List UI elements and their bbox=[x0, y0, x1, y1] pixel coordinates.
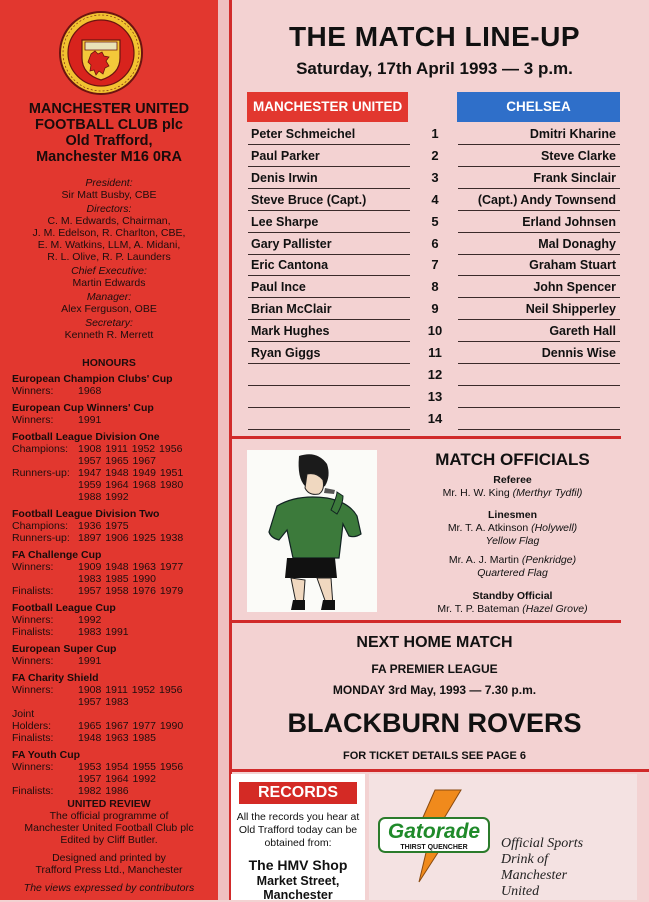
gatorade-brand: Gatorade bbox=[387, 820, 481, 843]
officer-role: Manager: bbox=[86, 291, 132, 303]
gatorade-ad-line: United bbox=[501, 884, 540, 899]
printer-line: Designed and printed by bbox=[52, 852, 166, 864]
row-underline bbox=[248, 275, 410, 276]
home-player: Ryan Giggs bbox=[251, 346, 321, 360]
honour-years: 1959 1964 1968 1980 bbox=[78, 479, 184, 491]
linesmen-label: Linesmen bbox=[487, 509, 537, 521]
linesman-1-name: Mr. T. A. Atkinson bbox=[447, 522, 529, 534]
linesman-1 bbox=[390, 522, 635, 535]
shirt-number: 6 bbox=[431, 235, 439, 251]
honour-years: 1948 1963 1985 bbox=[78, 732, 156, 744]
honour-years: 1908 1911 1952 1956 bbox=[78, 443, 183, 455]
away-player: Mal Donaghy bbox=[538, 236, 616, 251]
away-player: (Capt.) Andy Townsend bbox=[477, 192, 616, 207]
standby-place: (Hazel Grove) bbox=[522, 603, 588, 615]
club-info-column bbox=[0, 0, 218, 900]
gatorade-ad-line: Manchester bbox=[501, 868, 568, 883]
row-underline bbox=[248, 254, 410, 255]
row-underline bbox=[458, 341, 620, 342]
honour-years: 1909 1948 1963 1977 bbox=[78, 561, 184, 573]
records-ad-line: obtained from: bbox=[264, 837, 332, 849]
review-line: Manchester United Football Club plc bbox=[24, 822, 194, 834]
review-disclaimer: The views expressed by contributors bbox=[23, 882, 195, 894]
linesman-2-name: Mr. A. J. Martin bbox=[448, 554, 519, 566]
row-underline bbox=[458, 254, 620, 255]
officer-role: President: bbox=[85, 177, 133, 189]
row-underline bbox=[248, 232, 410, 233]
officer-role: Secretary: bbox=[85, 317, 133, 329]
records-ad bbox=[231, 774, 365, 900]
shirt-number: 8 bbox=[431, 279, 439, 295]
home-player: Lee Sharpe bbox=[251, 214, 319, 229]
honour-years: 1983 1985 1990 bbox=[78, 573, 156, 585]
gatorade-tagline: THIRST QUENCHER bbox=[400, 844, 468, 851]
row-underline bbox=[458, 319, 620, 320]
honour-title: Football League Cup bbox=[12, 602, 116, 614]
home-player: Paul Parker bbox=[251, 148, 320, 163]
home-player: Gary Pallister bbox=[251, 236, 332, 251]
row-underline bbox=[248, 166, 410, 167]
officer-name: C. M. Edwards, Chairman, bbox=[47, 215, 171, 227]
club-name-line: Old Trafford, bbox=[65, 133, 153, 149]
shirt-number: 7 bbox=[431, 257, 439, 273]
next-match-opponent: BLACKBURN ROVERS bbox=[287, 708, 582, 738]
honour-label: Winners: bbox=[12, 684, 54, 696]
shirt-number: 14 bbox=[427, 410, 443, 426]
honour-label: Champions: bbox=[12, 520, 69, 532]
officer-name: Martin Edwards bbox=[72, 277, 146, 289]
honour-label: Winners: bbox=[12, 414, 54, 426]
shirt-number: 5 bbox=[431, 213, 439, 229]
honour-title: European Super Cup bbox=[12, 643, 117, 655]
home-team-name: MANCHESTER UNITED bbox=[253, 99, 403, 114]
row-underline bbox=[458, 144, 620, 145]
row-underline bbox=[248, 385, 410, 386]
club-crest-icon bbox=[58, 10, 144, 96]
home-player: Denis Irwin bbox=[251, 170, 318, 185]
ticket-details: FOR TICKET DETAILS SEE PAGE 6 bbox=[343, 750, 526, 762]
row-underline bbox=[248, 188, 410, 189]
honour-years: 1957 1964 1992 bbox=[78, 773, 156, 785]
away-player: Dmitri Kharine bbox=[529, 127, 616, 141]
officer-name: J. M. Edelson, R. Charlton, CBE, bbox=[32, 227, 186, 239]
honour-title: European Cup Winners' Cup bbox=[12, 402, 154, 414]
records-ad-text bbox=[231, 811, 365, 850]
honour-years: 1957 1983 bbox=[78, 696, 129, 708]
officer-name: E. M. Watkins, LLM, A. Midani, bbox=[37, 239, 181, 251]
honour-years: 1991 bbox=[78, 655, 102, 667]
honours-title: HONOURS bbox=[82, 357, 136, 369]
row-underline bbox=[458, 297, 620, 298]
away-player: Dennis Wise bbox=[541, 346, 616, 360]
officials-title: MATCH OFFICIALS bbox=[435, 450, 590, 469]
gatorade-ad bbox=[369, 774, 637, 900]
honour-years: 1982 1986 bbox=[78, 785, 129, 797]
officer-name: Sir Matt Busby, CBE bbox=[61, 189, 157, 201]
honour-years: 1991 bbox=[78, 414, 102, 426]
row-underline bbox=[248, 144, 410, 145]
honour-title: FA Youth Cup bbox=[12, 749, 81, 761]
honour-title: Football League Division Two bbox=[12, 508, 160, 520]
honour-label: Finalists: bbox=[12, 585, 54, 597]
shirt-number: 1 bbox=[431, 126, 439, 141]
next-match-date: MONDAY 3rd May, 1993 — 7.30 p.m. bbox=[332, 683, 537, 697]
section-divider bbox=[229, 769, 649, 772]
honour-label: Winners: bbox=[12, 561, 54, 573]
away-player: Frank Sinclair bbox=[533, 170, 616, 185]
honour-years: 1897 1906 1925 1938 bbox=[78, 532, 184, 544]
honour-label: Finalists: bbox=[12, 785, 54, 797]
review-title: UNITED REVIEW bbox=[67, 798, 151, 810]
shirt-number: 4 bbox=[431, 191, 439, 207]
honour-label: Finalists: bbox=[12, 626, 54, 638]
row-underline bbox=[458, 407, 620, 408]
row-underline bbox=[248, 363, 410, 364]
review-line: The official programme of bbox=[49, 810, 169, 822]
page-title: THE MATCH LINE-UP bbox=[288, 21, 581, 52]
honour-label: Runners-up: bbox=[12, 532, 70, 544]
shirt-number: 13 bbox=[427, 388, 443, 404]
home-player: Peter Schmeichel bbox=[251, 127, 356, 141]
officer-name: R. L. Olive, R. P. Launders bbox=[47, 251, 171, 263]
section-divider bbox=[229, 620, 621, 623]
officer-role: Chief Executive: bbox=[71, 265, 147, 277]
home-team-header bbox=[247, 92, 408, 122]
row-underline bbox=[458, 232, 620, 233]
gatorade-ad-line: Official Sports bbox=[501, 836, 584, 851]
honour-label: Joint bbox=[12, 708, 35, 720]
referee-whistle-icon bbox=[247, 450, 377, 612]
officer-name: Kenneth R. Merrett bbox=[64, 329, 154, 341]
row-underline bbox=[248, 297, 410, 298]
shirt-number: 3 bbox=[431, 169, 439, 185]
records-ad-line: Old Trafford today can be bbox=[238, 824, 358, 836]
home-player: Brian McClair bbox=[251, 302, 332, 317]
away-player: Gareth Hall bbox=[549, 324, 616, 339]
next-match-title: NEXT HOME MATCH bbox=[356, 634, 513, 651]
records-ad-address-line: Manchester bbox=[263, 888, 333, 902]
row-underline bbox=[458, 275, 620, 276]
records-ad-line: All the records you hear at bbox=[236, 811, 360, 823]
officer-role: Directors: bbox=[86, 203, 132, 215]
linesman-2 bbox=[390, 554, 635, 567]
shirt-number: 11 bbox=[428, 345, 442, 360]
honour-label: Winners: bbox=[12, 655, 54, 667]
honour-years: 1947 1948 1949 1951 bbox=[78, 467, 184, 479]
standby-official bbox=[390, 603, 635, 616]
match-date: Saturday, 17th April 1993 — 3 p.m. bbox=[296, 59, 573, 78]
gatorade-ad-text bbox=[501, 836, 631, 900]
row-underline bbox=[458, 210, 620, 211]
away-player: Neil Shipperley bbox=[525, 302, 616, 317]
club-name-line: FOOTBALL CLUB plc bbox=[35, 117, 183, 133]
row-underline bbox=[458, 429, 620, 430]
records-ad-shop: The HMV Shop bbox=[248, 857, 348, 873]
honour-years: 1988 1992 bbox=[78, 491, 129, 503]
row-underline bbox=[248, 341, 410, 342]
records-ad-address bbox=[231, 874, 365, 902]
review-line: Edited by Cliff Butler. bbox=[60, 834, 158, 846]
away-player: John Spencer bbox=[533, 280, 616, 295]
referee-label: Referee bbox=[493, 474, 532, 486]
honour-label: Winners: bbox=[12, 385, 54, 397]
honour-label: Winners: bbox=[12, 761, 54, 773]
referee-place: (Merthyr Tydfil) bbox=[512, 487, 583, 499]
row-underline bbox=[248, 319, 410, 320]
home-player: Steve Bruce (Capt.) bbox=[251, 192, 367, 207]
home-player: Paul Ince bbox=[251, 280, 306, 295]
honour-label: Champions: bbox=[12, 443, 69, 455]
linesman-1-place: (Holywell) bbox=[531, 522, 578, 534]
shirt-number: 9 bbox=[431, 301, 439, 317]
officer-name: Alex Ferguson, OBE bbox=[61, 303, 157, 315]
honour-years: 1983 1991 bbox=[78, 626, 129, 638]
honour-years: 1992 bbox=[78, 614, 102, 626]
gatorade-ad-line: Drink of bbox=[501, 852, 549, 867]
home-player: Mark Hughes bbox=[251, 324, 330, 339]
honour-label: Holders: bbox=[12, 720, 52, 732]
row-underline bbox=[248, 429, 410, 430]
honour-years: 1957 1965 1967 bbox=[78, 455, 156, 467]
honour-title: FA Charity Shield bbox=[12, 672, 99, 684]
section-divider bbox=[229, 436, 621, 439]
club-name-line: MANCHESTER UNITED bbox=[28, 101, 190, 117]
printer-line: Trafford Press Ltd., Manchester bbox=[35, 864, 183, 876]
away-player: Erland Johnsen bbox=[522, 214, 616, 229]
next-match-competition: FA PREMIER LEAGUE bbox=[371, 662, 498, 676]
away-player: Steve Clarke bbox=[540, 148, 616, 163]
shirt-number: 10 bbox=[427, 323, 443, 339]
row-underline bbox=[458, 166, 620, 167]
records-ad-address-line: Market Street, bbox=[256, 874, 340, 888]
club-name-line: Manchester M16 0RA bbox=[36, 149, 182, 165]
honour-years: 1908 1911 1952 1956 bbox=[78, 684, 183, 696]
referee bbox=[390, 487, 635, 500]
row-underline bbox=[458, 188, 620, 189]
away-player: Graham Stuart bbox=[529, 258, 616, 273]
honour-title: Football League Division One bbox=[12, 431, 160, 443]
honour-label: Runners-up: bbox=[12, 467, 70, 479]
away-team-header bbox=[457, 92, 620, 122]
shirt-number: 12 bbox=[427, 366, 443, 382]
honour-years: 1957 1958 1976 1979 bbox=[78, 585, 184, 597]
honour-years: 1965 1967 1977 1990 bbox=[78, 720, 184, 732]
row-underline bbox=[248, 210, 410, 211]
honour-years: 1936 1975 bbox=[78, 520, 129, 532]
away-team-name: CHELSEA bbox=[506, 99, 571, 114]
linesman-1-flag: Yellow Flag bbox=[485, 535, 540, 547]
linesman-2-flag: Quartered Flag bbox=[477, 567, 548, 579]
row-underline bbox=[458, 385, 620, 386]
records-ad-title: RECORDS bbox=[239, 782, 357, 804]
row-underline bbox=[248, 407, 410, 408]
divider-line bbox=[229, 0, 232, 900]
honour-label: Finalists: bbox=[12, 732, 54, 744]
shirt-number: 2 bbox=[431, 147, 439, 163]
honour-years: 1968 bbox=[78, 385, 102, 397]
linesman-2-place: (Penkridge) bbox=[521, 554, 577, 566]
standby-label: Standby Official bbox=[472, 590, 553, 602]
row-underline bbox=[458, 363, 620, 364]
standby-name: Mr. T. P. Bateman bbox=[437, 603, 520, 615]
home-player: Eric Cantona bbox=[251, 258, 329, 273]
honour-title: FA Challenge Cup bbox=[12, 549, 102, 561]
honour-title: European Champion Clubs' Cup bbox=[12, 373, 173, 385]
honour-label: Winners: bbox=[12, 614, 54, 626]
honour-years: 1953 1954 1955 1956 bbox=[78, 761, 184, 773]
referee-name: Mr. H. W. King bbox=[442, 487, 510, 499]
